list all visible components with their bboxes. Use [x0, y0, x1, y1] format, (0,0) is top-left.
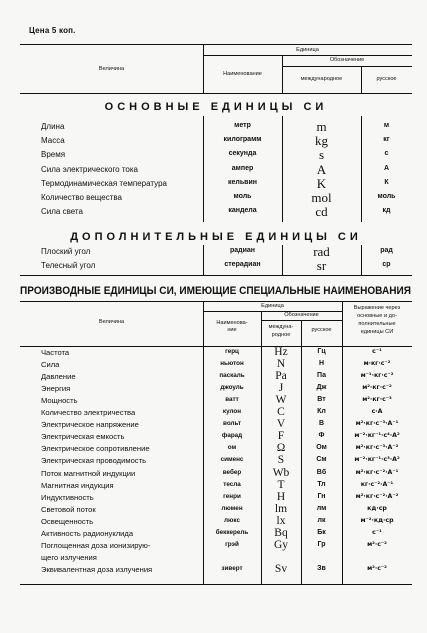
derived-header-name-1: Наименова- — [216, 320, 248, 326]
quantity-name: Сила электрического тока — [41, 164, 138, 174]
unit-symbol-international: m — [316, 119, 327, 134]
unit-symbol-international: Gy — [273, 538, 289, 551]
derived-header-intl-1: междуна- — [268, 324, 294, 330]
quantity-name: Магнитная индукция — [41, 480, 114, 490]
table-row — [20, 432, 412, 444]
unit-name: беккерель — [215, 528, 249, 536]
unit-symbol-russian: А — [383, 164, 390, 172]
table-row — [20, 456, 412, 468]
table-row — [20, 348, 412, 360]
unit-symbol-international: Bq — [274, 526, 288, 539]
unit-symbol-russian: Гн — [317, 492, 326, 500]
quantity-name: Частота — [41, 348, 70, 357]
unit-symbol-international: Wb — [272, 466, 290, 479]
unit-symbol-international: Ω — [276, 442, 286, 455]
unit-symbol-international: J — [278, 382, 284, 395]
header-quantity: Величина — [98, 66, 125, 72]
unit-symbol-russian: К — [384, 178, 389, 186]
quantity-name: Поглощенная доза ионизирую- — [41, 540, 151, 550]
unit-symbol-russian: Ф — [318, 432, 325, 440]
quantity-name: Индуктивность — [41, 492, 94, 502]
unit-symbol-russian: ср — [382, 261, 391, 269]
basic-units-title: ОСНОВНЫЕ ЕДИНИЦЫ СИ — [104, 101, 328, 113]
unit-name: паскаль — [219, 372, 245, 380]
table-row — [20, 420, 412, 432]
derived-header-expr-4: единицы СИ — [360, 329, 394, 335]
quantity-name: Электрическое напряжение — [41, 420, 139, 430]
quantity-name: щего излучения — [41, 552, 97, 562]
unit-name: метр — [234, 122, 251, 129]
unit-symbol-international: W — [275, 394, 287, 407]
unit-symbol-russian: кг — [383, 136, 390, 144]
unit-symbol-russian: См — [316, 456, 327, 464]
unit-symbol-international: N — [276, 358, 286, 371]
unit-symbol-russian: рад — [380, 247, 393, 254]
table-row — [20, 260, 412, 274]
unit-name: кельвин — [228, 178, 257, 186]
unit-symbol-international: S — [277, 454, 285, 467]
table-row — [20, 444, 412, 456]
unit-symbol-russian: моль — [377, 193, 396, 200]
unit-name: секунда — [228, 150, 257, 158]
unit-symbol-international: lx — [276, 514, 286, 527]
unit-symbol-international: F — [277, 430, 285, 443]
unit-symbol-international: lm — [274, 502, 288, 515]
unit-name: люкс — [224, 516, 240, 524]
unit-symbol-international: mol — [311, 190, 332, 205]
unit-expression: м·кг·с⁻² — [363, 360, 391, 368]
unit-symbol-international: Pa — [275, 370, 287, 383]
table-row — [20, 553, 412, 565]
derived-header-name-2: ние — [227, 327, 237, 333]
unit-symbol-international: H — [276, 490, 286, 503]
unit-name: тесла — [223, 480, 241, 488]
unit-expression: м²·кг·с⁻³·А⁻² — [355, 444, 399, 452]
table-row — [20, 538, 412, 553]
header-designation: Обозначение — [329, 57, 365, 63]
header-international: международное — [300, 76, 343, 82]
unit-symbol-international: C — [277, 406, 285, 419]
unit-expression: кд·ср — [367, 504, 387, 512]
unit-expression: кг·с⁻²·А⁻¹ — [360, 480, 394, 488]
derived-header-unit: Единица — [261, 303, 284, 309]
table-row — [20, 526, 412, 541]
unit-name: зиверт — [221, 564, 243, 572]
unit-symbol-russian: лк — [317, 516, 326, 524]
unit-symbol-international: s — [318, 147, 325, 163]
quantity-name: Эквивалентная доза излучения — [41, 564, 153, 574]
unit-symbol-russian: кд — [382, 207, 391, 215]
quantity-name: Световой поток — [41, 504, 96, 514]
unit-symbol-russian: Тл — [317, 480, 326, 488]
unit-name: вольт — [223, 420, 241, 428]
derived-header-expr-1: Выражение через — [353, 305, 401, 311]
units-table-header — [20, 44, 412, 94]
unit-name: килограмм — [223, 136, 262, 144]
quantity-name: Электрическая емкость — [41, 432, 125, 442]
unit-name: ом — [227, 444, 237, 452]
unit-name: джоуль — [220, 384, 244, 392]
unit-expression: м⁻²·кд·ср — [360, 516, 394, 524]
unit-symbol-russian: Зв — [317, 564, 326, 572]
unit-symbol-international: Sv — [274, 562, 288, 575]
quantity-name: Сила — [41, 360, 60, 370]
table-row — [20, 490, 412, 505]
unit-symbol-russian: м — [383, 122, 390, 129]
unit-symbol-russian: Гр — [317, 540, 326, 548]
unit-name: ампер — [231, 164, 254, 172]
unit-expression: м²·кг·с⁻² — [362, 384, 392, 392]
unit-name: вебер — [222, 468, 242, 476]
quantity-name: Термодинамическая температура — [41, 178, 167, 188]
unit-symbol-international: cd — [315, 204, 328, 220]
unit-symbol-russian: Па — [317, 372, 326, 380]
unit-symbol-international: K — [316, 175, 327, 191]
table-row — [20, 360, 412, 372]
quantity-name: Длина — [41, 122, 65, 131]
unit-symbol-russian: Вб — [316, 468, 327, 476]
quantity-name: Энергия — [41, 384, 71, 394]
unit-name: кандела — [228, 207, 257, 215]
unit-expression: м⁻¹·кг·с⁻² — [360, 372, 394, 380]
derived-header-expr-3: полнительные — [358, 321, 396, 327]
unit-expression: м²·кг·с⁻²·А⁻² — [355, 492, 399, 500]
unit-expression: м⁻²·кг⁻¹·с³·А² — [354, 456, 400, 464]
unit-expression: с⁻¹ — [372, 348, 382, 355]
unit-expression: м⁻²·кг⁻¹·с⁴·А² — [354, 432, 400, 440]
derived-header-russian: русское — [311, 327, 332, 333]
header-unit: Единица — [296, 47, 319, 53]
unit-symbol-russian: Гц — [317, 348, 326, 355]
table-row — [20, 206, 412, 220]
unit-name: генри — [223, 492, 241, 500]
quantity-name: Плоский угол — [41, 247, 91, 256]
quantity-name: Давление — [41, 372, 76, 382]
derived-header-intl-2: родное — [271, 332, 291, 338]
unit-symbol-russian: В — [318, 420, 325, 428]
quantity-name: Количество вещества — [41, 193, 123, 202]
quantity-name: Телесный угол — [41, 261, 96, 271]
price-label: Цена 5 коп. — [29, 26, 76, 35]
unit-expression: м²·кг·с⁻³ — [362, 396, 392, 404]
unit-symbol-russian: с — [384, 150, 389, 158]
table-row — [20, 514, 412, 529]
table-row — [20, 396, 412, 408]
unit-symbol-russian: Кл — [317, 408, 326, 416]
derived-units-title: ПРОИЗВОДНЫЕ ЕДИНИЦЫ СИ, ИМЕЮЩИЕ СПЕЦИАЛЬНЫЕ НАИМЕНОВАНИЯ — [20, 285, 411, 297]
unit-symbol-international: sr — [316, 258, 327, 274]
quantity-name: Сила света — [41, 207, 83, 217]
table-row — [20, 408, 412, 420]
quantity-name: Электрическое сопротивление — [41, 444, 150, 454]
unit-name: грэй — [225, 540, 239, 548]
unit-name: кулон — [222, 408, 242, 416]
unit-symbol-international: Hz — [274, 346, 288, 358]
unit-expression: м²·с⁻² — [367, 540, 387, 548]
table-row — [20, 562, 412, 577]
unit-expression: м²·кг·с⁻²·А⁻¹ — [355, 468, 399, 476]
unit-expression: с·А — [371, 408, 383, 416]
unit-name: люмен — [221, 504, 243, 512]
derived-header-quantity: Величина — [98, 319, 125, 325]
unit-symbol-russian: лм — [316, 504, 327, 512]
unit-symbol-international: V — [276, 418, 286, 431]
unit-expression: с⁻¹ — [372, 528, 382, 536]
table-row — [20, 372, 412, 384]
quantity-name: Время — [41, 150, 66, 160]
unit-name: фарад — [221, 432, 243, 440]
unit-symbol-international: kg — [315, 133, 328, 149]
quantity-name: Электрическая проводимость — [41, 456, 147, 466]
unit-name: ньютон — [220, 360, 244, 368]
table-row — [20, 502, 412, 517]
derived-table-header — [20, 301, 412, 347]
table-row — [20, 466, 412, 481]
unit-symbol-russian: Н — [318, 360, 325, 368]
header-russian: русское — [376, 76, 397, 82]
unit-name: радиан — [229, 247, 256, 254]
quantity-name: Мощность — [41, 396, 78, 406]
unit-symbol-russian: Бк — [317, 528, 326, 536]
derived-header-designation: Обозначение — [284, 312, 319, 318]
quantity-name: Освещенность — [41, 516, 94, 526]
quantity-name: Количество электричества — [41, 408, 136, 418]
unit-expression: м²·кг·с⁻³·А⁻¹ — [355, 420, 399, 428]
unit-name: герц — [225, 348, 239, 355]
unit-name: стерадиан — [224, 261, 261, 269]
table-row — [20, 384, 412, 396]
quantity-name: Активность радионуклида — [41, 528, 134, 538]
unit-name: ватт — [225, 396, 239, 404]
quantity-name: Масса — [41, 136, 65, 146]
unit-symbol-international: T — [277, 478, 285, 491]
unit-symbol-russian: Вт — [317, 396, 326, 404]
unit-symbol-international: A — [316, 161, 327, 177]
header-name: Наименование — [223, 71, 262, 77]
supplementary-units-title: ДОПОЛНИТЕЛЬНЫЕ ЕДИНИЦЫ СИ — [70, 231, 362, 243]
quantity-name: Поток магнитной индукции — [41, 468, 136, 478]
unit-symbol-russian: Дж — [316, 384, 327, 392]
unit-name: моль — [233, 193, 252, 200]
derived-header-expr-2: основные и до- — [357, 313, 397, 319]
unit-symbol-international: rad — [313, 244, 330, 259]
unit-name: сименс — [220, 456, 244, 464]
unit-expression: м²·с⁻² — [367, 564, 387, 572]
table-row — [20, 478, 412, 493]
unit-symbol-russian: Ом — [316, 444, 327, 452]
